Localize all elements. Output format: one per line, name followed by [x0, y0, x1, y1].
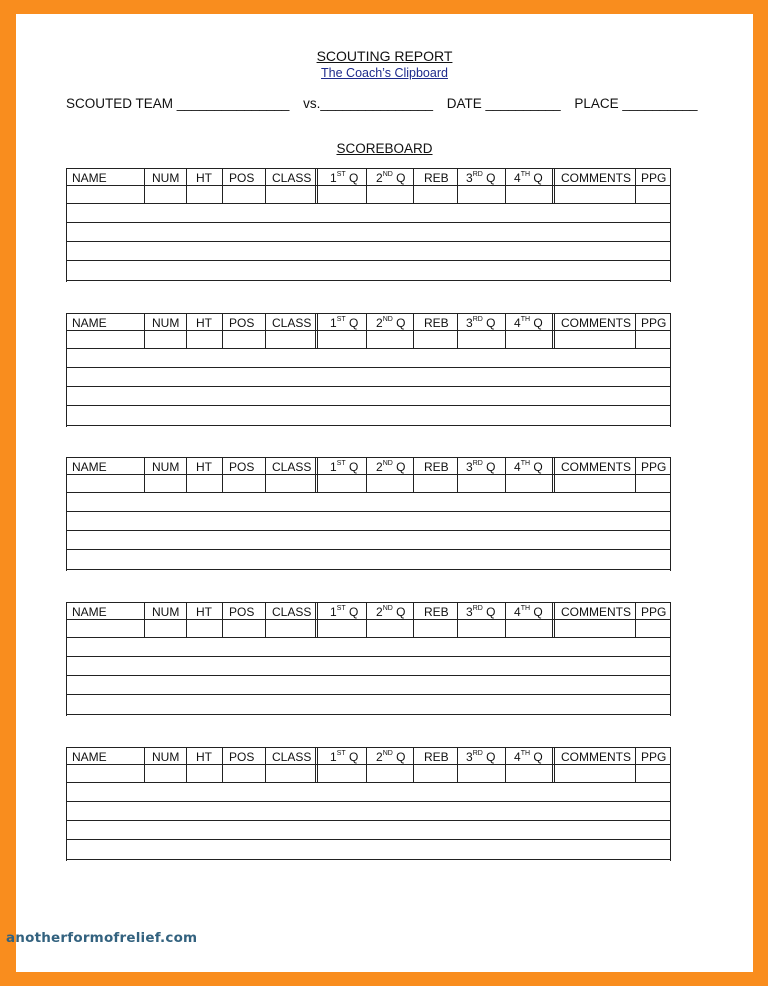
col-q2: 2ND Q — [376, 605, 406, 619]
column-divider — [505, 457, 506, 493]
table-rule — [66, 549, 671, 550]
table-rule — [66, 859, 671, 860]
col-comments: COMMENTS — [561, 316, 631, 330]
column-divider — [186, 168, 187, 204]
col-q3: 3RD Q — [466, 750, 496, 764]
col-pos: POS — [229, 605, 255, 619]
column-divider — [222, 313, 223, 349]
table-rule — [66, 425, 671, 426]
col-num: NUM — [152, 605, 180, 619]
col-q4: 4TH Q — [514, 605, 543, 619]
col-reb: REB — [424, 171, 449, 185]
column-divider — [635, 747, 636, 783]
column-divider — [186, 313, 187, 349]
col-reb: REB — [424, 316, 449, 330]
col-num: NUM — [152, 750, 180, 764]
column-divider — [144, 602, 145, 638]
column-divider — [315, 747, 318, 783]
column-divider — [265, 457, 266, 493]
column-divider — [315, 602, 318, 638]
col-comments: COMMENTS — [561, 460, 631, 474]
col-class: CLASS — [272, 171, 312, 185]
column-divider — [413, 457, 414, 493]
column-divider — [552, 168, 555, 204]
table-rule — [66, 405, 671, 406]
scoreboard-table-2 — [66, 313, 671, 428]
col-ppg: PPG — [641, 750, 667, 764]
table-rule — [66, 637, 671, 638]
table-rule — [66, 474, 671, 475]
col-ppg: PPG — [641, 316, 667, 330]
column-divider — [222, 602, 223, 638]
table-rule — [66, 694, 671, 695]
col-comments: COMMENTS — [561, 171, 631, 185]
scoreboard-table-3 — [66, 457, 671, 572]
table-rule — [66, 492, 671, 493]
column-divider — [265, 602, 266, 638]
column-divider — [186, 747, 187, 783]
col-q2: 2ND Q — [376, 316, 406, 330]
column-divider — [635, 313, 636, 349]
column-divider — [552, 457, 555, 493]
col-pos: POS — [229, 750, 255, 764]
table-rule — [66, 260, 671, 261]
column-divider — [366, 313, 367, 349]
column-divider — [635, 168, 636, 204]
table-rule — [66, 185, 671, 186]
column-divider — [315, 313, 318, 349]
date-field: DATE __________ — [446, 96, 561, 111]
header-fields — [66, 96, 706, 111]
table-rule — [66, 839, 671, 840]
table-rule — [66, 530, 671, 531]
col-q4: 4TH Q — [514, 316, 543, 330]
column-divider — [186, 602, 187, 638]
column-divider — [552, 313, 555, 349]
col-ppg: PPG — [641, 460, 667, 474]
col-q4: 4TH Q — [514, 750, 543, 764]
column-divider — [413, 168, 414, 204]
col-q3: 3RD Q — [466, 171, 496, 185]
col-pos: POS — [229, 171, 255, 185]
table-rule — [66, 656, 671, 657]
col-q1: 1ST Q — [330, 605, 359, 619]
col-num: NUM — [152, 316, 180, 330]
table-rule — [66, 764, 671, 765]
col-q1: 1ST Q — [330, 750, 359, 764]
col-name: NAME — [72, 316, 107, 330]
scoreboard-table-5 — [66, 747, 671, 862]
column-divider — [635, 602, 636, 638]
col-comments: COMMENTS — [561, 605, 631, 619]
table-rule — [66, 386, 671, 387]
column-divider — [265, 168, 266, 204]
col-reb: REB — [424, 605, 449, 619]
column-divider — [413, 747, 414, 783]
col-q4: 4TH Q — [514, 171, 543, 185]
column-divider — [315, 168, 318, 204]
table-rule — [66, 801, 671, 802]
watermark-url: anotherformofrelief.com — [6, 930, 198, 946]
col-num: NUM — [152, 171, 180, 185]
column-divider — [366, 457, 367, 493]
col-class: CLASS — [272, 316, 312, 330]
scoreboard-heading: SCOREBOARD — [336, 141, 433, 156]
column-divider — [144, 313, 145, 349]
col-q2: 2ND Q — [376, 171, 406, 185]
col-ht: HT — [196, 605, 212, 619]
col-ppg: PPG — [641, 605, 667, 619]
column-divider — [144, 168, 145, 204]
page-subtitle: The Coach’s Clipboard — [321, 66, 448, 80]
table-rule — [66, 330, 671, 331]
column-divider — [366, 747, 367, 783]
table-rule — [66, 511, 671, 512]
scoreboard-table-4 — [66, 602, 671, 717]
column-divider — [366, 168, 367, 204]
column-divider — [265, 747, 266, 783]
column-divider — [413, 313, 414, 349]
col-q1: 1ST Q — [330, 316, 359, 330]
column-divider — [505, 168, 506, 204]
col-q2: 2ND Q — [376, 460, 406, 474]
col-reb: REB — [424, 460, 449, 474]
table-rule — [66, 714, 671, 715]
column-divider — [144, 747, 145, 783]
column-divider — [144, 457, 145, 493]
scouted-team-field: SCOUTED TEAM _______________ — [66, 96, 290, 111]
column-divider — [505, 747, 506, 783]
table-rule — [66, 820, 671, 821]
col-q3: 3RD Q — [466, 460, 496, 474]
column-divider — [366, 602, 367, 638]
column-divider — [222, 168, 223, 204]
col-q2: 2ND Q — [376, 750, 406, 764]
col-pos: POS — [229, 316, 255, 330]
col-class: CLASS — [272, 750, 312, 764]
col-name: NAME — [72, 171, 107, 185]
col-q1: 1ST Q — [330, 460, 359, 474]
page-title: SCOUTING REPORT — [316, 48, 453, 64]
place-field: PLACE __________ — [574, 96, 698, 111]
column-divider — [315, 457, 318, 493]
col-name: NAME — [72, 605, 107, 619]
column-divider — [457, 747, 458, 783]
column-divider — [222, 747, 223, 783]
table-rule — [66, 675, 671, 676]
column-divider — [552, 602, 555, 638]
vs-field: vs._______________ — [303, 96, 434, 111]
column-divider — [552, 747, 555, 783]
col-class: CLASS — [272, 460, 312, 474]
column-divider — [457, 602, 458, 638]
column-divider — [457, 457, 458, 493]
col-name: NAME — [72, 460, 107, 474]
col-q3: 3RD Q — [466, 605, 496, 619]
col-pos: POS — [229, 460, 255, 474]
table-rule — [66, 280, 671, 281]
col-q1: 1ST Q — [330, 171, 359, 185]
col-name: NAME — [72, 750, 107, 764]
column-divider — [457, 168, 458, 204]
col-reb: REB — [424, 750, 449, 764]
column-divider — [635, 457, 636, 493]
table-rule — [66, 367, 671, 368]
col-ht: HT — [196, 316, 212, 330]
col-ht: HT — [196, 171, 212, 185]
col-ppg: PPG — [641, 171, 667, 185]
table-rule — [66, 782, 671, 783]
table-rule — [66, 203, 671, 204]
table-rule — [66, 241, 671, 242]
table-rule — [66, 619, 671, 620]
col-q4: 4TH Q — [514, 460, 543, 474]
table-rule — [66, 569, 671, 570]
column-divider — [413, 602, 414, 638]
col-ht: HT — [196, 750, 212, 764]
col-ht: HT — [196, 460, 212, 474]
scoreboard-table-1 — [66, 168, 671, 283]
column-divider — [457, 313, 458, 349]
column-divider — [505, 313, 506, 349]
column-divider — [265, 313, 266, 349]
column-divider — [222, 457, 223, 493]
col-comments: COMMENTS — [561, 750, 631, 764]
table-rule — [66, 222, 671, 223]
table-rule — [66, 348, 671, 349]
column-divider — [186, 457, 187, 493]
column-divider — [505, 602, 506, 638]
col-num: NUM — [152, 460, 180, 474]
col-class: CLASS — [272, 605, 312, 619]
report-paper — [16, 14, 753, 972]
col-q3: 3RD Q — [466, 316, 496, 330]
